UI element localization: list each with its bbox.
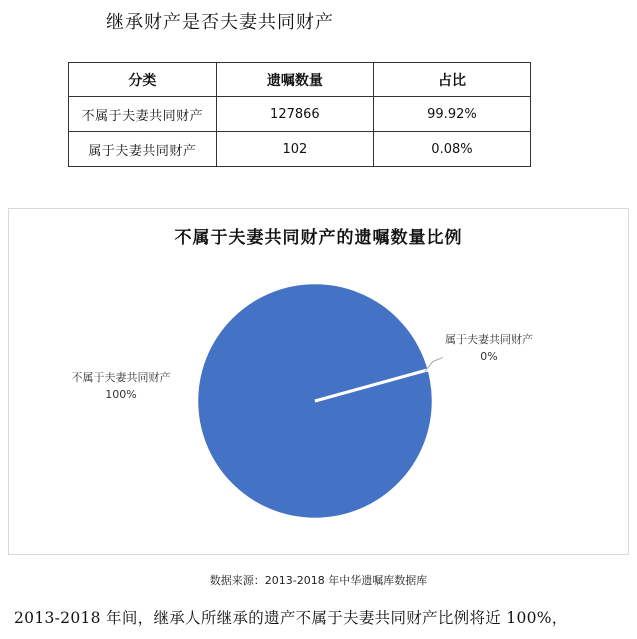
row-count: 127866 [216, 97, 373, 132]
pie-chart-frame [8, 208, 629, 555]
slice-label-minor [429, 331, 549, 365]
row-share: 0.08% [373, 132, 530, 167]
slice-label-major-pct: 100% [105, 388, 137, 401]
stats-table [68, 62, 531, 167]
header-category: 分类 [69, 63, 217, 97]
row-share: 99.92% [373, 97, 530, 132]
slice-label-major [61, 369, 181, 403]
row-category: 不属于夫妻共同财产 [69, 97, 217, 132]
row-category: 属于夫妻共同财产 [69, 132, 217, 167]
table-header-row [69, 63, 531, 97]
slice-label-minor-name: 属于夫妻共同财产 [445, 333, 533, 346]
slice-label-major-name: 不属于夫妻共同财产 [71, 371, 171, 384]
body-paragraph: 2013-2018 年间，继承人所继承的遗产不属于夫妻共同财产比例将近 100%， [14, 609, 568, 627]
chart-title: 不属于夫妻共同财产的遗嘱数量比例 [174, 228, 463, 248]
document-title: 继承财产是否夫妻共同财产 [106, 12, 334, 33]
slice-label-minor-pct: 0% [480, 350, 498, 363]
header-share: 占比 [373, 63, 530, 97]
row-count: 102 [216, 132, 373, 167]
table-row [69, 97, 531, 132]
table-row [69, 132, 531, 167]
header-count: 遗嘱数量 [216, 63, 373, 97]
data-source-note: 数据来源：2013-2018 年中华遗嘱库数据库 [209, 574, 428, 587]
